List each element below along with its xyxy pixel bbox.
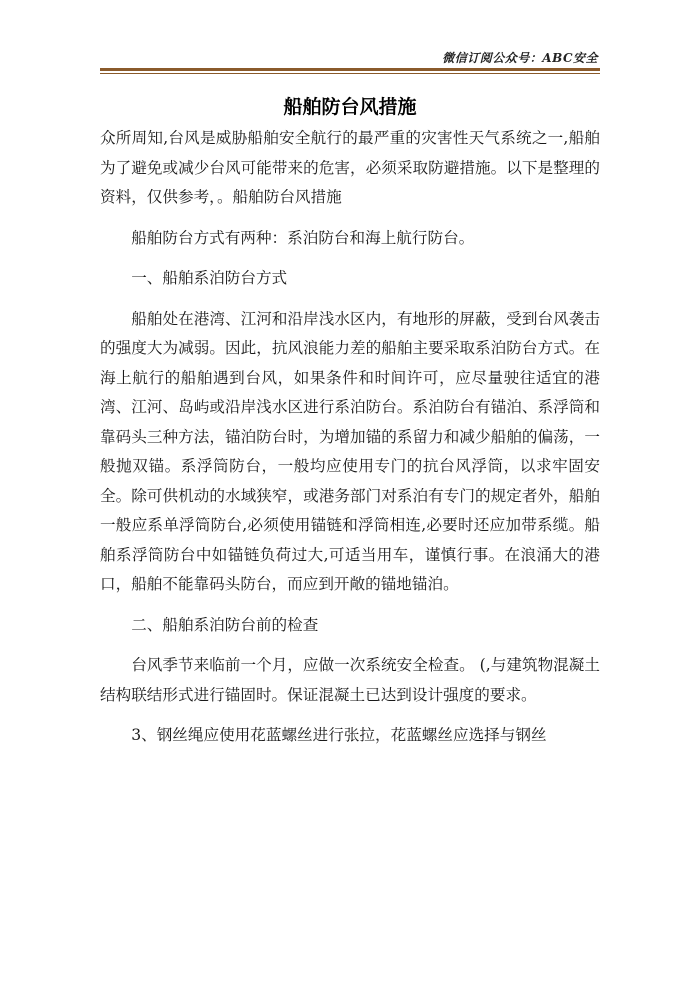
section-heading-2: 二、船舶系泊防台前的检查 bbox=[131, 615, 319, 634]
header-rule bbox=[100, 68, 600, 71]
paragraph-mooring: 船舶处在港湾、江河和沿岸浅水区内，有地形的屏蔽，受到台风袭击的强度大为减弱。因此，抗风浪能力差的船舶主要采取系泊防台方式。在海上航行的船舶遇到台风，如果条件和时间许可，应尽量驶往适宜的港湾、江河、岛屿或沿岸浅水区进行系泊防台。系泊防台有锚泊、系浮筒和靠码头三种方法，锚泊防台时，为增加锚的系留力和减少船舶的偏荡，一般抛双锚。系浮筒防台，一般均应使用专门的抗台风浮筒，以求牢固安全。除可供机动的水域狭窄，或港务部门对系泊有专门的规定者外，船舶一般应系单浮筒防台,必须使用锚链和浮筒相连,必要时还应加带系缆。船舶系浮筒防台中如锚链负荷过大,可适当用车，谨慎行事。在浪涌大的港口，船舶不能靠码头防台，而应到开敞的锚地锚泊。 bbox=[100, 309, 600, 593]
paragraph-intro: 众所周知,台风是威胁船舶安全航行的最严重的灾害性天气系统之一,船舶为了避免或减少台风可能带来的危害，必须采取防避措施。以下是整理的资料，仅供参考，。船舶防台风措施 bbox=[100, 129, 600, 206]
paragraph-wire-rope: 3、钢丝绳应使用花蓝螺丝进行张拉，花蓝螺丝应选择与钢丝 bbox=[131, 726, 547, 744]
section-heading-1: 一、船舶系泊防台方式 bbox=[131, 269, 288, 287]
header-note: 微信订阅公众号：ABC安全 bbox=[442, 51, 598, 65]
header-rule-thin bbox=[100, 73, 600, 74]
paragraph-inspection: 台风季节来临前一个月，应做一次系统安全检查。 (,与建筑物混凝土结构联结形式进行锚固时。保证混凝土已达到设计强度的要求。 bbox=[100, 656, 600, 704]
document-body bbox=[100, 124, 600, 762]
paragraph-methods: 船舶防台方式有两种：系泊防台和海上航行防台。 bbox=[131, 228, 475, 247]
document-title: 船舶防台风措施 bbox=[283, 96, 417, 118]
